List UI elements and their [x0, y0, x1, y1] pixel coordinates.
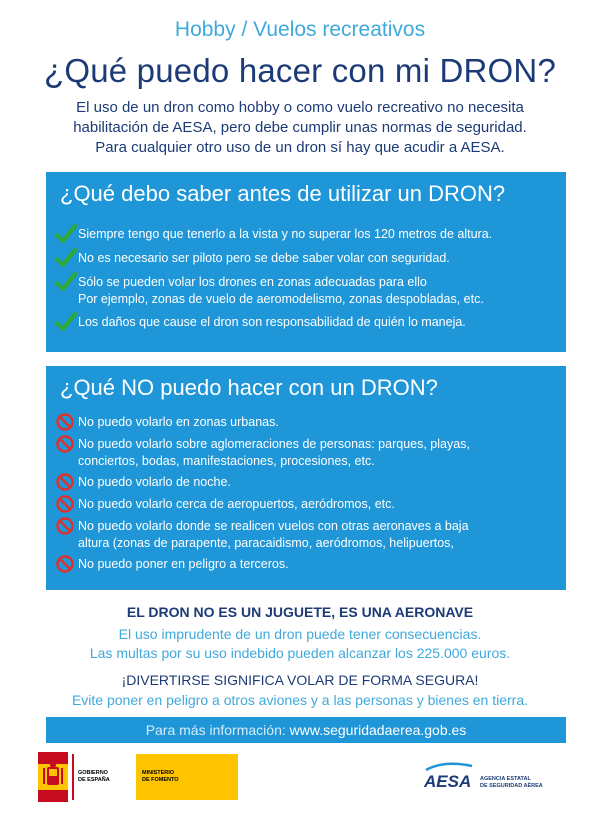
prohibited-icon [54, 554, 78, 574]
list-item-text [78, 226, 562, 243]
panel-title: ¿Qué NO puedo hacer con un DRON? [60, 375, 438, 400]
list-item-line: Sólo se pueden volar los drones en zonas adecuadas para ello [78, 275, 427, 289]
info-bar [46, 717, 566, 743]
list-item-line: No puedo volarlo en zonas urbanas. [78, 415, 279, 429]
intro-line: El uso de un dron como hobby o como vuelo recreativo no necesita [76, 99, 524, 116]
list-item-line: No es necesario ser piloto pero se debe saber volar con seguridad. [78, 251, 450, 265]
prohibited-icon [54, 494, 78, 514]
list-item-text [78, 556, 562, 573]
aesa-name-line: DE SEGURIDAD AÉREA [480, 782, 543, 789]
warning-line: Las multas por su uso indebido pueden alcanzar los 225.000 euros. [89, 645, 511, 661]
panel-what-not-to-do [46, 366, 566, 590]
aesa-swoosh-icon [424, 762, 474, 772]
list-item-text [78, 414, 562, 431]
list-item-line: conciertos, bodas, manifestaciones, procesiones, etc. [78, 454, 375, 468]
aesa-logo [424, 762, 574, 800]
prohibited-icon [54, 516, 78, 536]
list-item-line: No puedo volarlo sobre aglomeraciones de personas: parques, playas, [78, 437, 470, 451]
list-item-line: Siempre tengo que tenerlo a la vista y no superar los 120 metros de altura. [78, 227, 493, 241]
aesa-wordmark: AESA [424, 772, 472, 791]
list-item-text [78, 250, 562, 267]
government-logo [38, 752, 238, 802]
panel-title: ¿Qué debo saber antes de utilizar un DRON? [60, 181, 506, 206]
website-link[interactable]: www.seguridadaerea.gob.es [289, 722, 467, 738]
list-item [54, 556, 562, 574]
ministry-line: MINISTERIO [142, 770, 175, 776]
aesa-name-line: AGENCIA ESTATAL [480, 776, 531, 782]
list-item-text [78, 436, 562, 470]
list-item [54, 274, 562, 308]
list-item-line: Los daños que cause el dron son responsabilidad de quién lo maneja. [78, 315, 466, 329]
intro-line: Para cualquier otro uso de un dron sí hay que acudir a AESA. [95, 139, 505, 156]
safety-line: Evite poner en peligro a otros aviones y a las personas y bienes en tierra. [71, 692, 529, 708]
warning-line: El uso imprudente de un dron puede tener consecuencias. [118, 626, 482, 642]
list-item-line: No puedo poner en peligro a terceros. [78, 557, 289, 571]
gov-name-line: GOBIERNO [78, 770, 108, 776]
list-item-line: Por ejemplo, zonas de vuelo de aeromodelismo, zonas despobladas, etc. [78, 292, 484, 306]
rules-list [54, 226, 562, 338]
list-item-text [78, 474, 562, 491]
check-icon [54, 272, 78, 292]
intro-text [20, 98, 580, 158]
list-item [54, 250, 562, 268]
prohibited-icon [54, 434, 78, 454]
list-item-line: No puedo volarlo de noche. [78, 475, 231, 489]
list-item-line: No puedo volarlo donde se realicen vuelos con otras aeronaves a baja [78, 519, 469, 533]
safety-headline: ¡DIVERTIRSE SIGNIFICA VOLAR DE FORMA SEGURA! [121, 672, 479, 688]
gov-name-line: DE ESPAÑA [78, 777, 110, 783]
list-item-text [78, 274, 562, 308]
info-label: Para más información: [145, 722, 286, 738]
kicker: Hobby / Vuelos recreativos [174, 18, 426, 41]
list-item [54, 474, 562, 492]
list-item [54, 314, 562, 332]
list-item-text [78, 496, 562, 513]
prohibited-icon [54, 412, 78, 432]
ministry-line: DE FOMENTO [142, 777, 179, 783]
prohibited-icon [54, 472, 78, 492]
check-icon [54, 312, 78, 332]
panel-what-to-know [46, 172, 566, 352]
list-item [54, 414, 562, 432]
list-item [54, 518, 562, 552]
list-item-text [78, 314, 562, 331]
check-icon [54, 248, 78, 268]
list-item-line: No puedo volarlo cerca de aeropuertos, aeródromos, etc. [78, 497, 395, 511]
warning-headline: EL DRON NO ES UN JUGUETE, ES UNA AERONAVE [126, 604, 474, 620]
intro-line: habilitación de AESA, pero debe cumplir unas normas de seguridad. [73, 119, 527, 136]
list-item [54, 436, 562, 470]
list-item [54, 226, 562, 244]
page-title: ¿Qué puedo hacer con mi DRON? [43, 52, 557, 89]
coat-of-arms-icon [38, 752, 68, 802]
list-item-line: altura (zonas de parapente, paracaidismo, aeródromos, helipuertos, [78, 536, 454, 550]
prohibitions-list [54, 414, 562, 578]
list-item [54, 496, 562, 514]
check-icon [54, 224, 78, 244]
list-item-text [78, 518, 562, 552]
